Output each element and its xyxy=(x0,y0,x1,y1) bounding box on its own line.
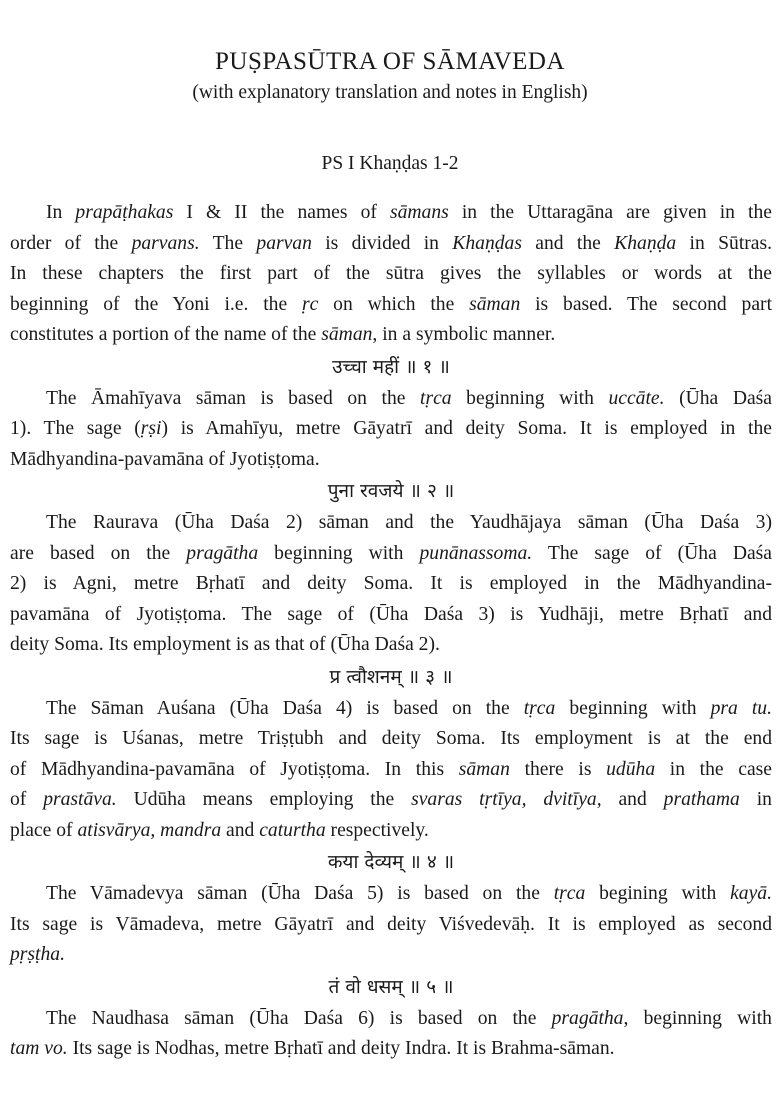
italic-term: pragātha xyxy=(186,542,259,564)
text-line xyxy=(10,755,772,786)
text-line xyxy=(10,569,772,600)
text-run: of xyxy=(10,789,44,810)
text-run: and xyxy=(221,819,260,841)
text-line xyxy=(10,600,772,631)
text-run: constitutes a portion of the name of the xyxy=(10,324,322,345)
text-run: there is xyxy=(509,758,607,780)
text-run: beginning of the Yoni i.e. the xyxy=(10,293,303,315)
italic-term: Khaṇḍas xyxy=(452,232,522,254)
italic-term: parvans. xyxy=(131,232,200,254)
sutra-heading: तं वो धसम् ॥ ५ ॥ xyxy=(328,975,454,998)
italic-term: tṛca xyxy=(523,697,556,719)
text-line xyxy=(10,445,772,476)
sutra-heading: प्र त्वौशनम् ॥ ३ ॥ xyxy=(329,665,453,688)
italic-term: tṛca xyxy=(420,387,452,409)
text-run: 1). The sage ( xyxy=(10,418,141,439)
text-line xyxy=(10,539,772,570)
text-run: in the case xyxy=(655,758,772,780)
text-run: begining with xyxy=(585,883,731,904)
italic-term: ṛṣi xyxy=(140,418,162,439)
text-run: The Vāmadevya sāman (Ūha Daśa 5) is based on the xyxy=(46,883,554,904)
text-line xyxy=(10,320,772,351)
text-run: is based. The second part xyxy=(520,293,773,315)
text-run: Mādhyandina-pavamāna of Jyotiṣṭoma. xyxy=(10,448,320,470)
text-run: in xyxy=(739,789,772,810)
text-line xyxy=(10,816,772,847)
text-run: of Mādhyandina-pavamāna of Jyotiṣṭoma. In this xyxy=(10,758,459,780)
italic-term: pṛṣṭha. xyxy=(10,944,65,965)
text-line xyxy=(10,198,772,229)
sutra-heading: पुना रवजये ॥ २ ॥ xyxy=(327,480,455,502)
paragraph xyxy=(10,508,772,661)
italic-term: parvan xyxy=(256,232,312,254)
text-run: The Āmahīyava sāman is based on the xyxy=(46,387,421,409)
italic-term: prastāva. xyxy=(43,789,117,810)
text-run: The sage of (Ūha Daśa xyxy=(532,542,773,564)
text-run: ) is Amahīyu, metre Gāyatrī and deity Soma. It is employed in the xyxy=(161,418,772,439)
italic-term: ṛc xyxy=(302,293,319,315)
text-run: (Ūha Daśa xyxy=(664,387,772,409)
text-run: beginning with xyxy=(258,542,420,564)
text-line xyxy=(10,229,772,260)
italic-term: prapāṭhakas xyxy=(75,202,174,223)
sutra-heading: कया देव्यम् ॥ ४ ॥ xyxy=(327,851,455,873)
text-run: on which the xyxy=(318,293,470,315)
text-line xyxy=(10,259,772,290)
text-line xyxy=(10,785,772,816)
text-run: respectively. xyxy=(325,819,429,841)
text-line xyxy=(10,414,772,445)
section-heading: PS I Khaṇḍas 1-2 xyxy=(321,153,459,174)
text-run: In these chapters the first part of the sūtra gives the syllables or words at the xyxy=(10,263,772,284)
text-run: are based on the xyxy=(10,542,187,564)
text-line xyxy=(10,1004,772,1035)
italic-term: sāmans xyxy=(389,202,449,223)
text-line xyxy=(10,879,772,910)
text-line xyxy=(10,724,772,755)
italic-term: sāman xyxy=(469,293,521,315)
text-run: Its sage is Nodhas, metre Bṛhatī and deity Indra. It is Brahma-sāman. xyxy=(67,1038,615,1059)
sutra-heading: उच्चा महीं ॥ १ ॥ xyxy=(332,355,450,378)
paragraph xyxy=(10,198,772,351)
italic-term: sāman xyxy=(458,758,510,780)
italic-term: pragātha xyxy=(551,1007,624,1029)
italic-term: tṛca xyxy=(553,883,586,904)
text-run: In xyxy=(46,202,76,223)
text-run: The Naudhasa sāman (Ūha Daśa 6) is based on the xyxy=(46,1007,552,1029)
text-run: beginning with xyxy=(555,697,711,719)
page-subtitle: (with explanatory translation and notes in English) xyxy=(192,82,588,103)
italic-term: sāman xyxy=(321,324,373,345)
text-line xyxy=(10,630,772,661)
italic-term: prathama xyxy=(663,789,740,810)
paragraph xyxy=(10,879,772,971)
text-line xyxy=(10,940,772,971)
text-line xyxy=(10,290,772,321)
page-title: PUṢPASŪTRA OF SĀMAVEDA xyxy=(214,48,565,75)
text-line xyxy=(10,910,772,941)
text-run: place of xyxy=(10,819,78,841)
paragraph xyxy=(10,694,772,847)
text-run: 2) is Agni, metre Bṛhatī and deity Soma. It is employed in the Mādhyandina- xyxy=(10,573,772,594)
text-line xyxy=(10,1034,772,1065)
text-run: I & II the names of xyxy=(173,202,390,223)
italic-term: punānassoma. xyxy=(419,542,533,564)
italic-term: svaras tṛtīya, dvitīya, xyxy=(411,789,602,810)
text-run: and the xyxy=(521,232,615,254)
text-run: The Sāman Auśana (Ūha Daśa 4) is based on the xyxy=(46,697,524,719)
italic-term: atisvārya, mandra xyxy=(77,819,222,841)
text-run: , in a symbolic manner. xyxy=(372,324,556,345)
italic-term: Khaṇḍa xyxy=(614,232,677,254)
body-text xyxy=(10,198,772,1065)
text-run: and xyxy=(601,789,664,810)
text-run: Udūha means employing the xyxy=(116,789,412,810)
text-run: beginning with xyxy=(451,387,609,409)
text-run: deity Soma. Its employment is as that of (Ūha Daśa 2). xyxy=(10,634,440,655)
italic-term: pra tu. xyxy=(710,697,772,719)
italic-term: tam vo. xyxy=(10,1038,68,1059)
italic-term: kayā. xyxy=(730,883,772,904)
text-run: in the Uttaragāna are given in the xyxy=(448,202,772,223)
paragraph xyxy=(10,384,772,476)
text-run: is divided in xyxy=(311,232,453,254)
italic-term: caturtha xyxy=(259,819,326,841)
text-line xyxy=(10,384,772,415)
text-run: order of the xyxy=(10,232,132,254)
italic-term: udūha xyxy=(606,758,656,780)
text-run: pavamāna of Jyotiṣṭoma. The sage of (Ūha Daśa 3) is Yudhāji, metre Bṛhatī and xyxy=(10,603,772,625)
italic-term: uccāte. xyxy=(608,387,665,409)
paragraph xyxy=(10,1004,772,1065)
text-run: The Raurava (Ūha Daśa 2) sāman and the Yaudhājaya sāman (Ūha Daśa 3) xyxy=(46,512,772,533)
text-run: The xyxy=(199,232,257,254)
text-run: , beginning with xyxy=(623,1007,772,1029)
text-line xyxy=(10,508,772,539)
text-run: Its sage is Vāmadeva, metre Gāyatrī and deity Viśvedevāḥ. It is employed as second xyxy=(10,913,772,935)
text-run: in Sūtras. xyxy=(676,232,773,254)
text-line xyxy=(10,694,772,725)
text-run: Its sage is Uśanas, metre Triṣṭubh and deity Soma. Its employment is at the end xyxy=(10,728,772,749)
